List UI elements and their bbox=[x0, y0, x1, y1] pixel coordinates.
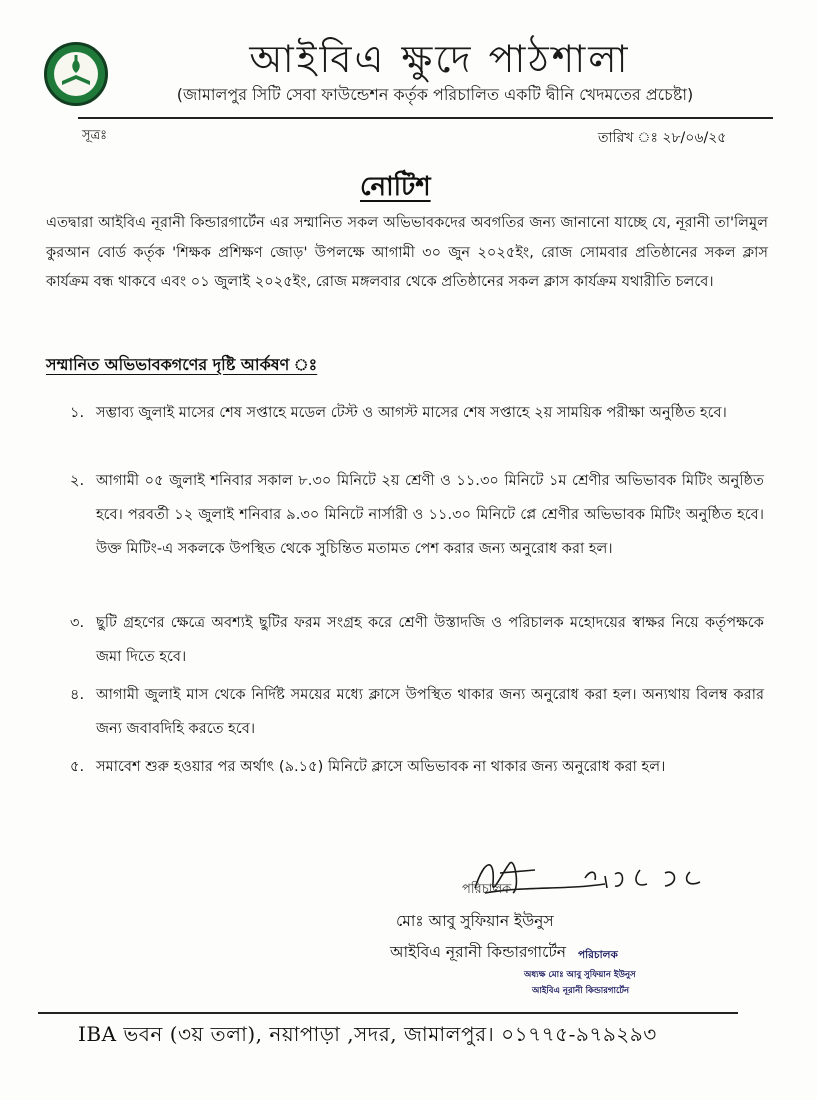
notice-intro-paragraph: এতদ্বারা আইবিএ নূরানী কিন্ডারগার্টেন এর সম্মানিত সকল অভিভাবকদের অবগতির জন্য জানানো যাচ্ছে যে, নূরানী তা'লিমুল কুরআন বোর্ড কর্তৃক 'শিক্ষক প্রশিক্ষণ জোড়' উপলক্ষে আগামী ৩০ জুন ২০২৫ইং, রোজ সোমবার প্রতিষ্ঠানের সকল ক্লাস কার্যক্রম বন্ধ থাকবে এবং ০১ জুলাই ২০২৫ইং, রোজ মঙ্গলবার থেকে প্রতিষ্ঠানের সকল ক্লাস কার্যক্রম যথারীতি চলবে। bbox=[46, 214, 768, 290]
stamp-line: আইবিএ নূরানী কিন্ডারগার্টেন bbox=[532, 986, 630, 996]
list-item-text: সমাবেশ শুরু হওয়ার পর অর্থাৎ (৯.১৫) মিনিটে ক্লাসে অভিভাবক না থাকার জন্য অনুরোধ করা হল। bbox=[96, 758, 666, 775]
stamp-line: অধ্যক্ষ মোঃ আবু সুফিয়ান ইউনুস bbox=[524, 970, 636, 980]
list-item-number: ২. bbox=[70, 472, 85, 489]
signer-organization: আইবিএ নূরানী কিন্ডারগার্টেন bbox=[390, 943, 567, 961]
attention-heading: সম্মানিত অভিভাবকগণের দৃষ্টি আর্কষণ ঃ bbox=[46, 355, 318, 374]
school-logo-icon bbox=[44, 42, 108, 106]
list-item-number: ৪. bbox=[70, 686, 85, 703]
header-divider bbox=[78, 117, 773, 119]
list-item-text: আগামী ০৫ জুলাই শনিবার সকাল ৮.৩০ মিনিটে ২য় শ্রেণী ও ১১.৩০ মিনিটে ১ম শ্রেণীর অভিভাবক মিটিং অনুষ্ঠিত হবে। পরবর্তী ১২ জুলাই শনিবার ৯.৩০ মিনিটে নার্সারী ও ১১.৩০ মিনিটে প্লে শ্রেণীর অভিভাবক মিটিং অনুষ্ঠিত হবে। উক্ত মিটিং-এ সকলকে উপস্থিত থেকে সুচিন্তিত মতামত পেশ করার জন্য অনুরোধ করা হল। bbox=[96, 472, 764, 557]
list-item-text: ছুটি গ্রহণের ক্ষেত্রে অবশ্যই ছুটির ফরম সংগ্রহ করে শ্রেণী উস্তাদজি ও পরিচালক মহোদয়ের স্বাক্ষর নিয়ে কর্তৃপক্ষকে জমা দিতে হবে। bbox=[96, 614, 764, 665]
notice-date: তারিখ ঃ ২৮/০৬/২৫ bbox=[598, 130, 727, 146]
footer-divider bbox=[38, 1012, 738, 1014]
footer-address: IBA ভবন (৩য় তলা), নয়াপাড়া ,সদর, জামালপুর। ০১৭৭৫-৯৭৯২৯৩ bbox=[78, 1022, 657, 1046]
list-item-text: আগামী জুলাই মাস থেকে নির্দিষ্ট সময়ের মধ্যে ক্লাসে উপস্থিত থাকার জন্য অনুরোধ করা হল। অন্যথায় বিলম্ব করার জন্য জবাবদিহি করতে হবে। bbox=[96, 686, 764, 737]
list-item-number: ১. bbox=[70, 404, 85, 421]
signer-name: মোঃ আবু সুফিয়ান ইউনুস bbox=[396, 912, 554, 930]
stamp-title: পরিচালক bbox=[578, 949, 618, 961]
school-name: আইবিএ ক্ষুদে পাঠশালা bbox=[249, 37, 631, 81]
reference-label: সূত্রঃ bbox=[82, 128, 108, 143]
notice-title: নোটিশ bbox=[360, 172, 431, 202]
list-item-number: ৩. bbox=[70, 614, 85, 631]
list-item-text: সম্ভাব্য জুলাই মাসের শেষ সপ্তাহে মডেল টেস্ট ও আগস্ট মাসের শেষ সপ্তাহে ২য় সাময়িক পরীক্ষা অনুষ্ঠিত হবে। bbox=[96, 404, 727, 421]
list-item-number: ৫. bbox=[70, 758, 85, 775]
signature-title: পরিচালক bbox=[462, 882, 512, 897]
school-tagline: (জামালপুর সিটি সেবা ফাউন্ডেশন কর্তৃক পরিচালিত একটি দ্বীনি খেদমতের প্রচেষ্টা) bbox=[176, 85, 694, 104]
